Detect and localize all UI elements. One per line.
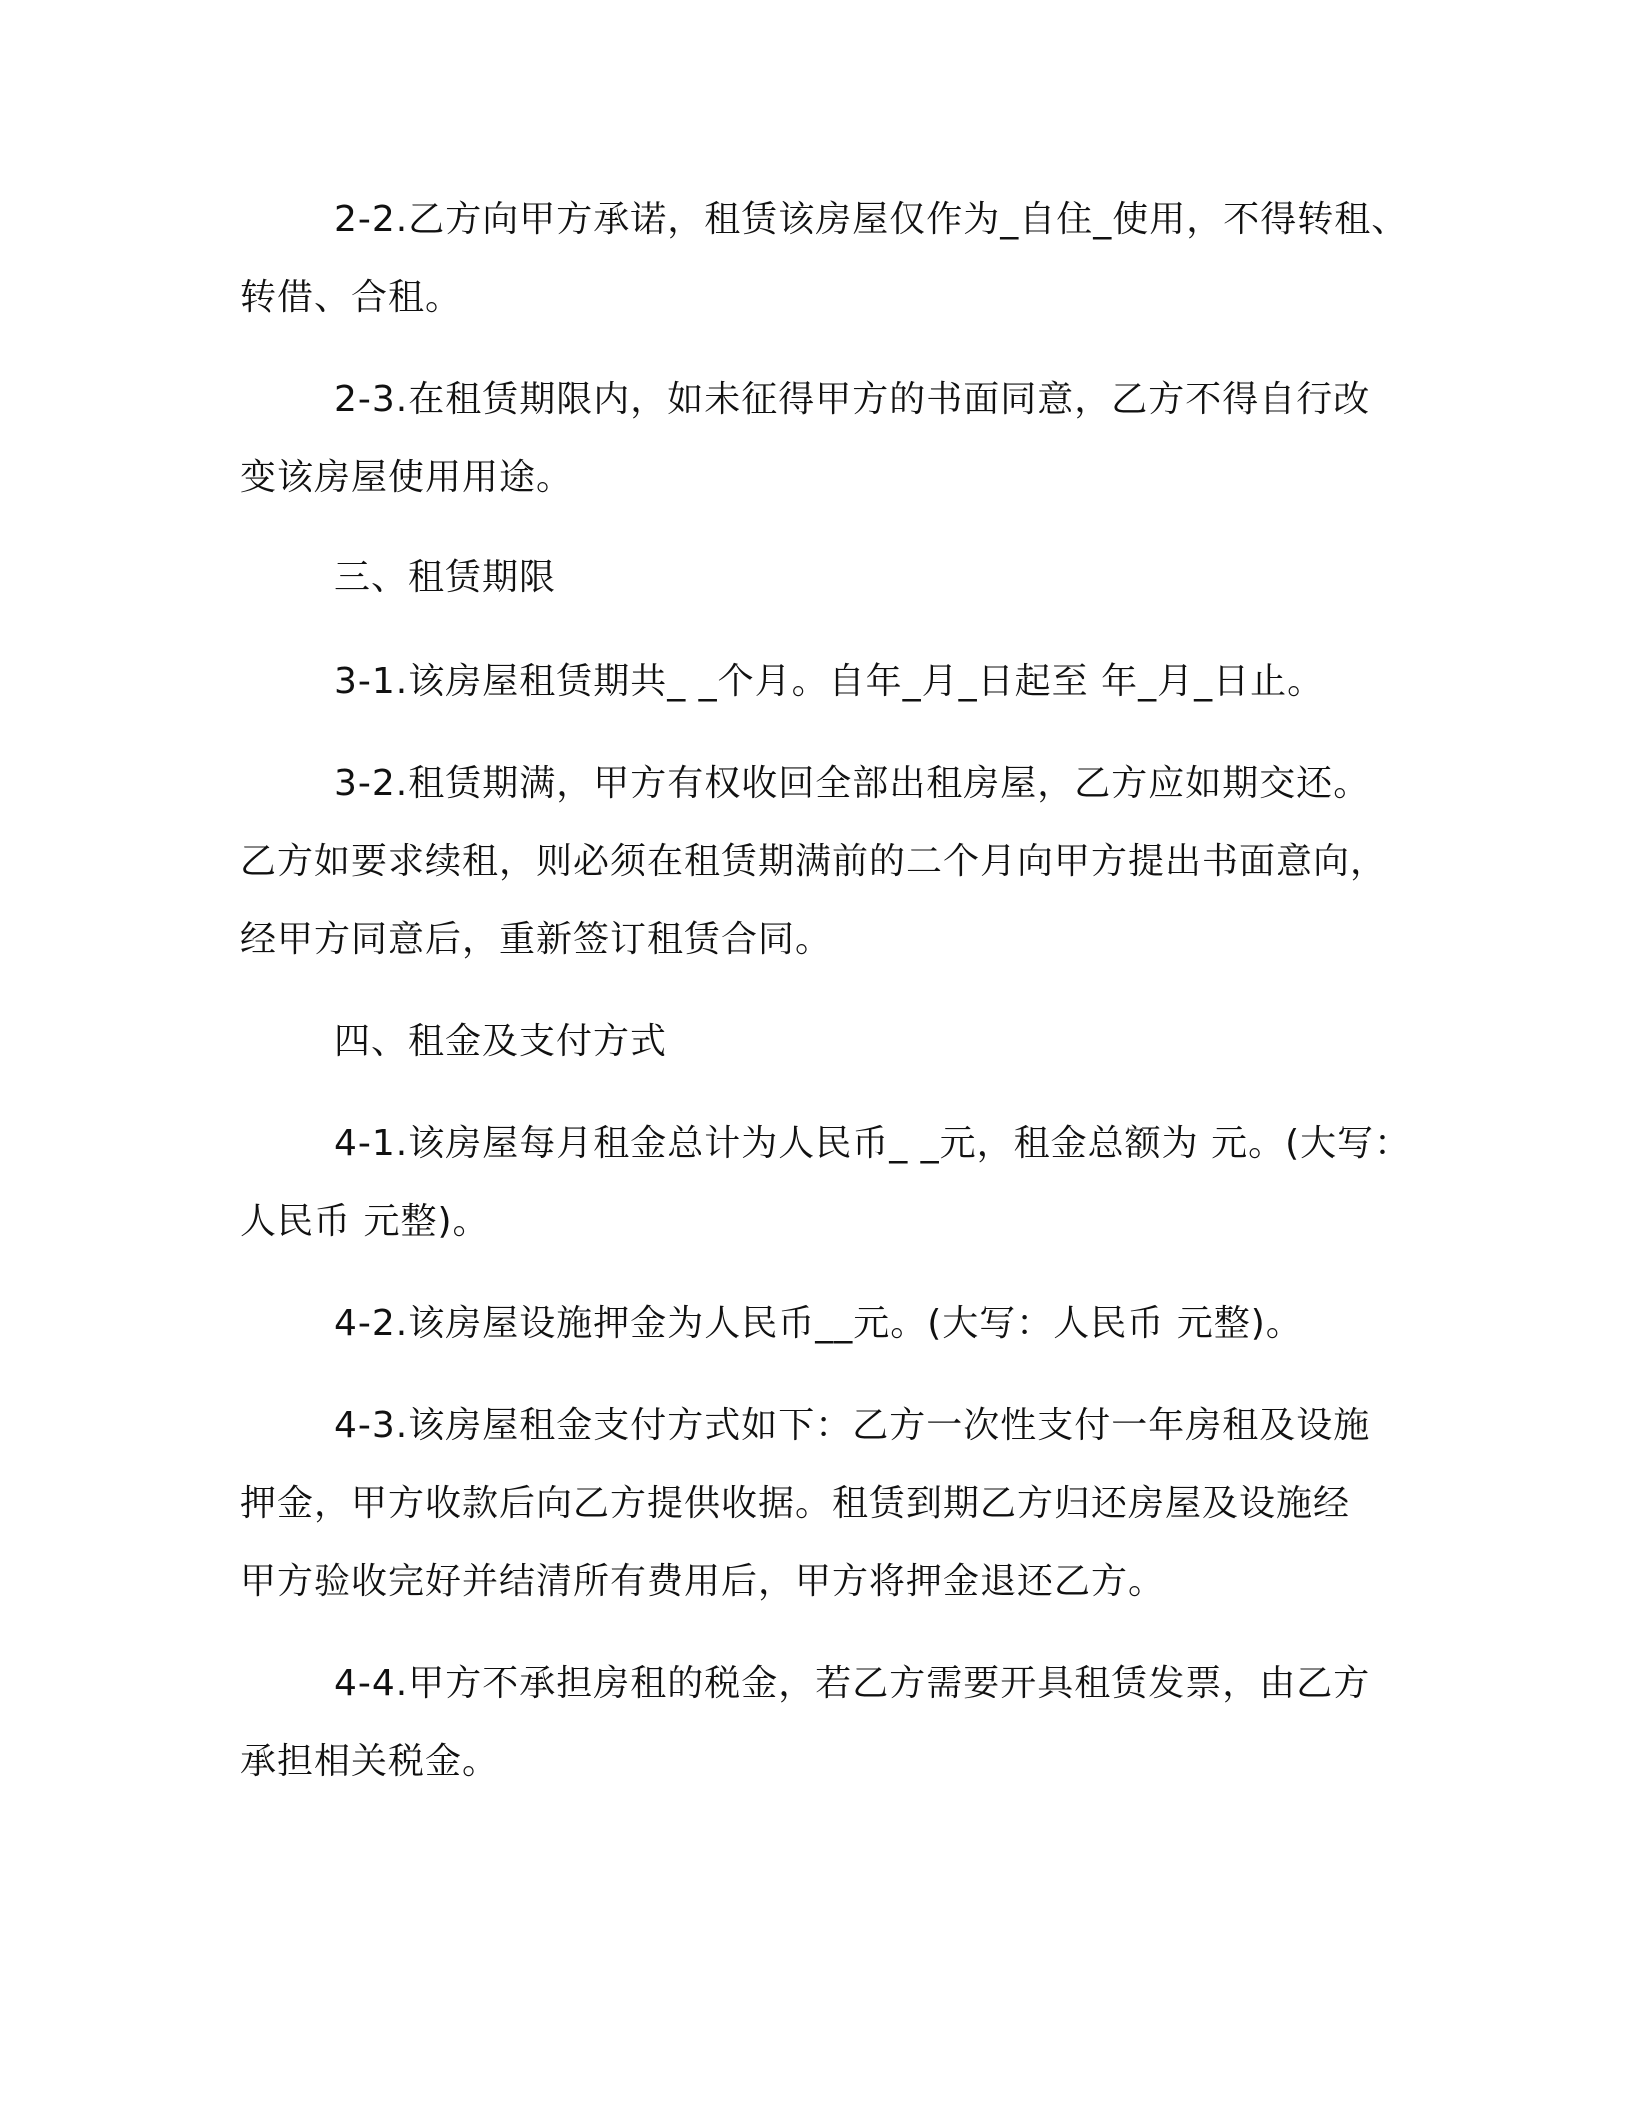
- clause-2-3-line-1: 2-3.在租赁期限内，如未征得甲方的书面同意，乙方不得自行改: [334, 379, 1371, 420]
- clause-2-2-line-2: 转借、合租。: [240, 277, 463, 318]
- clause-2-3-line-2: 变该房屋使用用途。: [240, 457, 574, 498]
- section-4-heading: 四、租金及支付方式: [334, 1021, 668, 1062]
- clause-3-2-line-3: 经甲方同意后，重新签订租赁合同。: [240, 919, 833, 960]
- clause-4-4-line-1: 4-4.甲方不承担房租的税金，若乙方需要开具租赁发票，由乙方: [334, 1663, 1371, 1704]
- clause-3-1: 3-1.该房屋租赁期共_ _个月。自年_月_日起至 年_月_日止。: [334, 661, 1325, 702]
- clause-4-4-line-2: 承担相关税金。: [240, 1741, 500, 1782]
- clause-4-3-line-1: 4-3.该房屋租金支付方式如下：乙方一次性支付一年房租及设施: [334, 1405, 1371, 1446]
- clause-4-2: 4-2.该房屋设施押金为人民币__元。(大写：人民币 元整)。: [334, 1303, 1303, 1344]
- clause-3-2-line-2: 乙方如要求续租，则必须在租赁期满前的二个月向甲方提出书面意向，: [240, 841, 1388, 882]
- clause-4-3-line-2: 押金，甲方收款后向乙方提供收据。租赁到期乙方归还房屋及设施经: [240, 1483, 1351, 1524]
- clause-2-2-line-1: 2-2.乙方向甲方承诺，租赁该房屋仅作为_自住_使用，不得转租、: [334, 199, 1409, 240]
- section-3-heading: 三、租赁期限: [334, 557, 557, 598]
- clause-4-1-line-1: 4-1.该房屋每月租金总计为人民币_ _元，租金总额为 元。(大写：: [334, 1123, 1412, 1164]
- clause-4-3-line-3: 甲方验收完好并结清所有费用后，甲方将押金退还乙方。: [240, 1561, 1166, 1602]
- clause-4-1-line-2: 人民币 元整)。: [240, 1201, 490, 1242]
- clause-3-2-line-1: 3-2.租赁期满，甲方有权收回全部出租房屋，乙方应如期交还。: [334, 763, 1371, 804]
